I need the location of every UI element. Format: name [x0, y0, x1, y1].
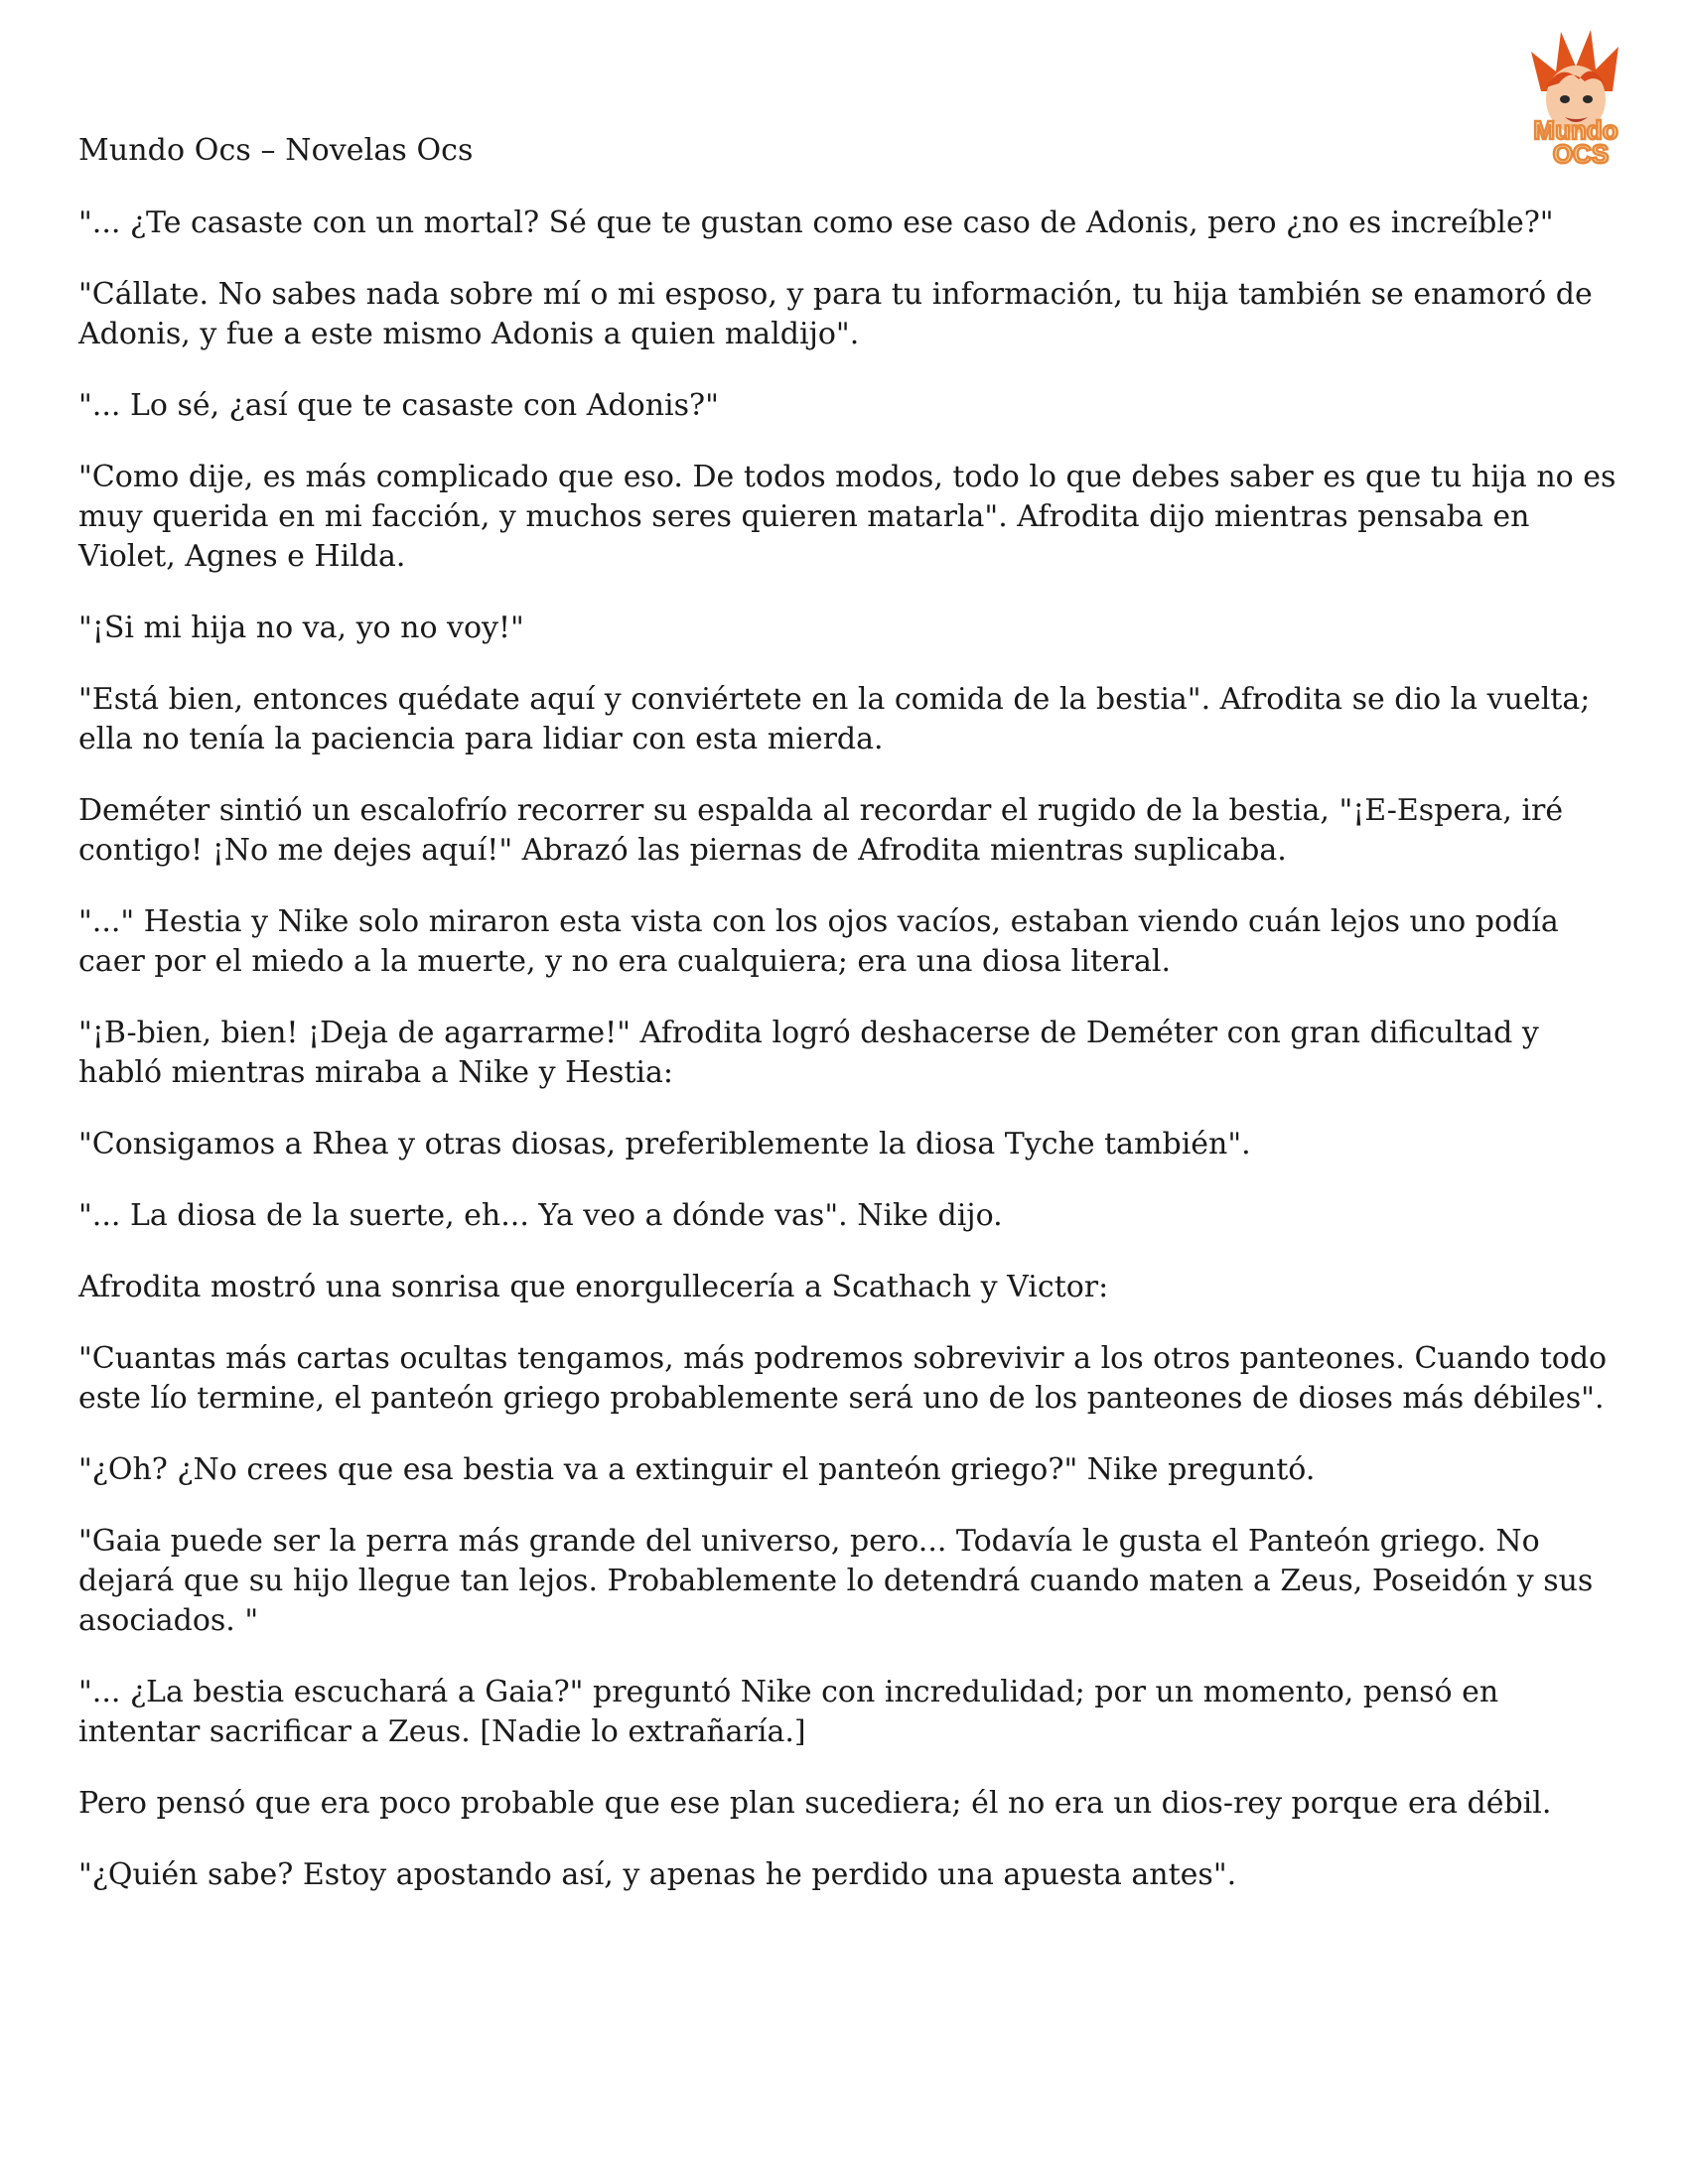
header-title: Mundo Ocs – Novelas Ocs	[78, 133, 474, 168]
paragraph: "... ¿La bestia escuchará a Gaia?" preguntó Nike con incredulidad; por un momento, pensó en intentar sacrificar a Zeus. [Nadie lo extrañaría.]	[78, 1675, 1499, 1749]
logo-text-line2: OCS	[1552, 139, 1610, 169]
story-text	[78, 204, 1627, 1927]
paragraph: "Está bien, entonces quédate aquí y conviértete en la comida de la bestia". Afrodita se dio la vuelta; ella no tenía la paciencia para lidiar con esta mierda.	[78, 682, 1591, 756]
paragraph: "¿Quién sabe? Estoy apostando así, y apenas he perdido una apuesta antes".	[78, 1857, 1237, 1892]
paragraph: "Como dije, es más complicado que eso. De todos modos, todo lo que debes saber es que tu hija no es muy querida en mi facción, y muchos seres quieren matarla". Afrodita dijo mientras pensaba en Violet, Agnes e Hilda.	[78, 460, 1617, 574]
paragraph: "¡Si mi hija no va, yo no voy!"	[78, 611, 524, 645]
paragraph: "... Lo sé, ¿así que te casaste con Adonis?"	[78, 388, 719, 423]
paragraph: "¡B-bien, bien! ¡Deja de agarrarme!" Afrodita logró deshacerse de Deméter con gran dificultad y habló mientras miraba a Nike y Hestia:	[78, 1016, 1539, 1090]
paragraph: "Gaia puede ser la perra más grande del universo, pero... Todavía le gusta el Panteón griego. No dejará que su hijo llegue tan lejos. Probablemente lo detendrá cuando maten a Zeus, Poseidón y sus asociados. "	[78, 1524, 1594, 1638]
paragraph: "¿Oh? ¿No crees que esa bestia va a extinguir el panteón griego?" Nike preguntó.	[78, 1452, 1316, 1487]
paragraph: "Cállate. No sabes nada sobre mí o mi esposo, y para tu información, tu hija también se enamoró de Adonis, y fue a este mismo Adonis a quien maldijo".	[78, 277, 1593, 351]
mundo-ocs-logo	[1501, 22, 1650, 171]
paragraph: "... La diosa de la suerte, eh... Ya veo a dónde vas". Nike dijo.	[78, 1198, 1003, 1233]
logo-text-line1: Mundo	[1533, 115, 1618, 145]
paragraph: Afrodita mostró una sonrisa que enorgullecería a Scathach y Victor:	[78, 1270, 1109, 1304]
paragraph: Pero pensó que era poco probable que ese plan sucediera; él no era un dios-rey porque era débil.	[78, 1786, 1552, 1821]
paragraph: "..." Hestia y Nike solo miraron esta vista con los ojos vacíos, estaban viendo cuán lejos uno podía caer por el miedo a la muerte, y no era cualquiera; era una diosa literal.	[78, 904, 1559, 979]
paragraph: Deméter sintió un escalofrío recorrer su espalda al recordar el rugido de la bestia, "¡E-Espera, iré contigo! ¡No me dejes aquí!" Abrazó las piernas de Afrodita mientras suplicaba.	[78, 793, 1564, 868]
paragraph: "Cuantas más cartas ocultas tengamos, más podremos sobrevivir a los otros panteones. Cuando todo este lío termine, el panteón griego probablemente será uno de los panteones de dioses más débiles".	[78, 1341, 1608, 1416]
paragraph: "Consigamos a Rhea y otras diosas, preferiblemente la diosa Tyche también".	[78, 1127, 1251, 1161]
paragraph: "... ¿Te casaste con un mortal? Sé que te gustan como ese caso de Adonis, pero ¿no es increíble?"	[78, 205, 1554, 240]
